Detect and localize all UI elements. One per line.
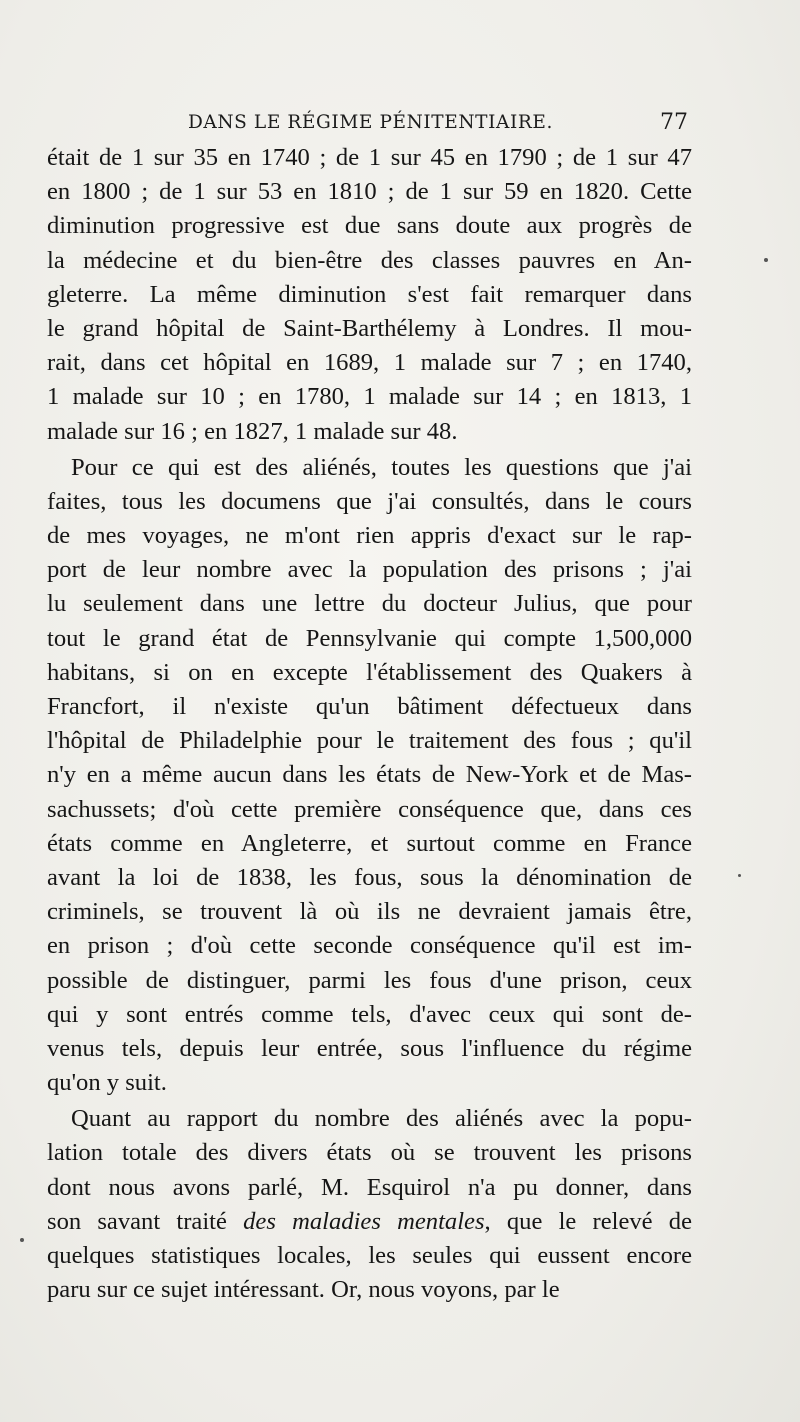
paper-speck (20, 1238, 24, 1242)
text-line: habitans, si on en excepte l'établissement des Quakers à (47, 658, 692, 686)
text-line: tout le grand état de Pennsylvanie qui compte 1,500,000 (47, 624, 692, 652)
text-line: états comme en Angleterre, et surtout comme en France (47, 829, 692, 857)
text-line: avant la loi de 1838, les fous, sous la dénomination de (47, 863, 692, 891)
text-line: sachussets; d'où cette première conséquence que, dans ces (47, 795, 692, 823)
paper-speck (738, 874, 741, 877)
text-line: lu seulement dans une lettre du docteur Julius, que pour (47, 590, 692, 618)
paragraph (47, 1102, 692, 1307)
text-line: diminution progressive est due sans doute aux progrès de (47, 212, 692, 240)
paper-speck (764, 258, 768, 262)
text-line: qui y sont entrés comme tels, d'avec ceux qui sont de- (47, 1000, 692, 1028)
text-line: gleterre. La même diminution s'est fait remarquer dans (47, 280, 692, 308)
text-line: n'y en a même aucun dans les états de New-York et de Mas- (47, 761, 692, 789)
text-line: venus tels, depuis leur entrée, sous l'influence du régime (47, 1034, 692, 1062)
text-line: le grand hôpital de Saint-Barthélemy à Londres. Il mou- (47, 314, 692, 342)
running-head-title: DANS LE RÉGIME PÉNITENTIAIRE. (188, 112, 553, 133)
text-line: Francfort, il n'existe qu'un bâtiment défectueux dans (47, 693, 692, 720)
text-line: était de 1 sur 35 en 1740 ; de 1 sur 45 en 1790 ; de 1 sur 47 (47, 144, 692, 171)
text-line: l'hôpital de Philadelphie pour le traitement des fous ; qu'il (47, 727, 692, 755)
text-line: la médecine et du bien-être des classes pauvres en An- (47, 246, 692, 274)
body-text (47, 141, 692, 1307)
text-line: qu'on y suit. (47, 1069, 167, 1097)
text-line (47, 1205, 692, 1239)
text-line: Pour ce qui est des aliénés, toutes les questions que j'ai (71, 453, 692, 481)
page-number: 77 (660, 110, 688, 135)
paragraph (47, 141, 692, 449)
text-line: port de leur nombre avec la population des prisons ; j'ai (47, 556, 692, 584)
text-line: criminels, se trouvent là où ils ne devraient jamais être, (47, 898, 692, 926)
text-line: faites, tous les documens que j'ai consultés, dans le cours (47, 487, 692, 515)
text-line: dont nous avons parlé, M. Esquirol n'a pu donner, dans (47, 1173, 692, 1201)
text-line: possible de distinguer, parmi les fous d'une prison, ceux (47, 966, 692, 994)
text-line: lation totale des divers états où se trouvent les prisons (47, 1139, 692, 1167)
text-fragment: , que le relevé de (484, 1207, 692, 1235)
paragraph (47, 451, 692, 1101)
text-line: en prison ; d'où cette seconde conséquence qu'il est im- (47, 932, 692, 960)
text-line: Quant au rapport du nombre des aliénés avec la popu- (71, 1105, 692, 1133)
italic-title: des maladies mentales (243, 1207, 485, 1235)
text-line: en 1800 ; de 1 sur 53 en 1810 ; de 1 sur 59 en 1820. Cette (47, 178, 692, 206)
text-line: rait, dans cet hôpital en 1689, 1 malade sur 7 ; en 1740, (47, 349, 692, 377)
running-head (48, 106, 688, 140)
text-line: 1 malade sur 10 ; en 1780, 1 malade sur 14 ; en 1813, 1 (47, 383, 692, 411)
text-line: malade sur 16 ; en 1827, 1 malade sur 48. (47, 417, 458, 445)
text-line: quelques statistiques locales, les seules qui eussent encore (47, 1242, 692, 1269)
text-line: de mes voyages, ne m'ont rien appris d'exact sur le rap- (47, 522, 692, 550)
text-line: paru sur ce sujet intéressant. Or, nous voyons, par le (47, 1276, 560, 1304)
text-fragment: son savant traité (47, 1207, 244, 1235)
